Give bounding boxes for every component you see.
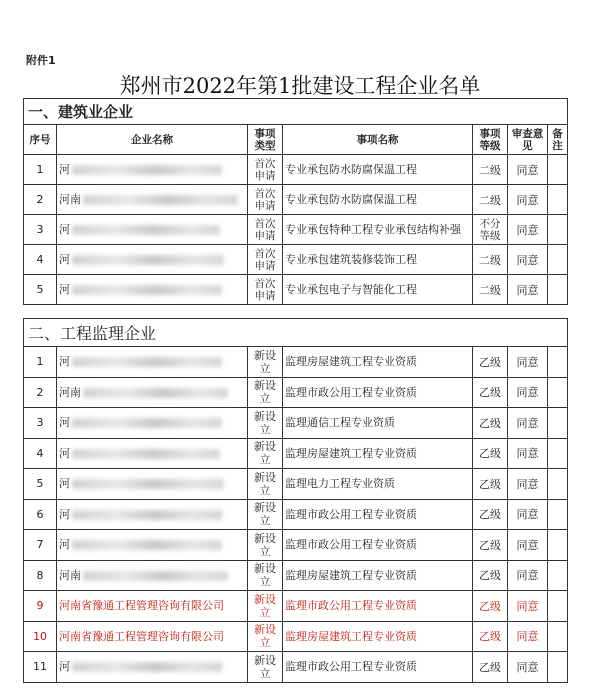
review-opinion: 同意 xyxy=(508,652,548,683)
table-row xyxy=(24,408,568,439)
table-row xyxy=(24,347,568,378)
supervision-enterprise-table xyxy=(23,318,568,683)
redacted-company-name xyxy=(72,225,220,235)
company-name-text: 河南 xyxy=(59,385,81,399)
item-level: 乙级 xyxy=(473,621,508,652)
remark xyxy=(548,530,568,561)
item-type: 新设立 xyxy=(248,469,283,500)
header-no: 序号 xyxy=(24,125,57,155)
company-name xyxy=(57,408,248,439)
remark xyxy=(548,499,568,530)
company-name-text: 河南 xyxy=(59,193,81,206)
remark xyxy=(548,377,568,408)
remark xyxy=(548,469,568,500)
row-number: 7 xyxy=(24,530,57,561)
item-level: 乙级 xyxy=(473,469,508,500)
table-row xyxy=(24,215,568,245)
table-row xyxy=(24,469,568,500)
row-number: 3 xyxy=(24,408,57,439)
remark xyxy=(548,347,568,378)
remark xyxy=(548,155,568,185)
item-level: 乙级 xyxy=(473,408,508,439)
item-type: 首次申请 xyxy=(248,155,283,185)
item-level: 乙级 xyxy=(473,347,508,378)
table-row xyxy=(24,377,568,408)
item-type: 新设立 xyxy=(248,438,283,469)
company-name-text: 河南省豫通工程管理咨询有限公司 xyxy=(59,599,224,613)
item-type: 新设立 xyxy=(248,652,283,683)
review-opinion: 同意 xyxy=(508,591,548,622)
row-number: 2 xyxy=(24,377,57,408)
redacted-company-name xyxy=(72,662,222,672)
remark xyxy=(548,408,568,439)
row-number: 5 xyxy=(24,275,57,305)
item-level: 乙级 xyxy=(473,377,508,408)
review-opinion: 同意 xyxy=(508,408,548,439)
item-level: 二级 xyxy=(473,155,508,185)
review-opinion: 同意 xyxy=(508,530,548,561)
review-opinion: 同意 xyxy=(508,215,548,245)
row-number: 8 xyxy=(24,560,57,591)
review-opinion: 同意 xyxy=(508,185,548,215)
company-name xyxy=(57,560,248,591)
item-level: 乙级 xyxy=(473,560,508,591)
item-name: 监理市政公用工程专业资质 xyxy=(283,530,473,561)
item-type: 首次申请 xyxy=(248,185,283,215)
item-type: 新设立 xyxy=(248,621,283,652)
company-name xyxy=(57,438,248,469)
company-name-text: 河 xyxy=(59,355,70,369)
item-name: 监理房屋建筑工程专业资质 xyxy=(283,560,473,591)
item-name: 监理通信工程专业资质 xyxy=(283,408,473,439)
remark xyxy=(548,245,568,275)
remark xyxy=(548,215,568,245)
company-name xyxy=(57,377,248,408)
item-level: 二级 xyxy=(473,275,508,305)
table-row xyxy=(24,438,568,469)
company-name xyxy=(57,215,248,245)
header-opinion: 审查意见 xyxy=(508,125,548,155)
company-name xyxy=(57,185,248,215)
item-type: 首次申请 xyxy=(248,215,283,245)
redacted-company-name xyxy=(72,255,224,265)
company-name xyxy=(57,652,248,683)
item-type: 首次申请 xyxy=(248,245,283,275)
row-number: 9 xyxy=(24,591,57,622)
company-name xyxy=(57,275,248,305)
construction-enterprise-table xyxy=(23,98,568,305)
company-name-text: 河 xyxy=(59,253,70,266)
company-name xyxy=(57,155,248,185)
company-name xyxy=(57,499,248,530)
row-number: 10 xyxy=(24,621,57,652)
item-name: 监理房屋建筑工程专业资质 xyxy=(283,438,473,469)
redacted-company-name xyxy=(83,195,238,205)
company-name-text: 河南 xyxy=(59,568,81,582)
item-name: 专业承包防水防腐保温工程 xyxy=(283,155,473,185)
table-row xyxy=(24,530,568,561)
review-opinion: 同意 xyxy=(508,155,548,185)
table-row xyxy=(24,155,568,185)
header-remark: 备注 xyxy=(548,125,568,155)
remark xyxy=(548,185,568,215)
table-row xyxy=(24,591,568,622)
table-row xyxy=(24,275,568,305)
redacted-company-name xyxy=(72,510,222,520)
item-level: 乙级 xyxy=(473,499,508,530)
review-opinion: 同意 xyxy=(508,275,548,305)
remark xyxy=(548,438,568,469)
company-name-text: 河 xyxy=(59,223,70,236)
item-name: 监理市政公用工程专业资质 xyxy=(283,499,473,530)
review-opinion: 同意 xyxy=(508,377,548,408)
table-row xyxy=(24,185,568,215)
item-name: 专业承包电子与智能化工程 xyxy=(283,275,473,305)
company-name-text: 河 xyxy=(59,416,70,430)
row-number: 6 xyxy=(24,499,57,530)
company-name xyxy=(57,347,248,378)
row-number: 3 xyxy=(24,215,57,245)
redacted-company-name xyxy=(83,388,228,398)
review-opinion: 同意 xyxy=(508,621,548,652)
company-name xyxy=(57,469,248,500)
item-type: 新设立 xyxy=(248,560,283,591)
item-type: 新设立 xyxy=(248,499,283,530)
header-company: 企业名称 xyxy=(57,125,248,155)
row-number: 1 xyxy=(24,347,57,378)
table-row xyxy=(24,560,568,591)
item-name: 监理市政公用工程专业资质 xyxy=(283,652,473,683)
review-opinion: 同意 xyxy=(508,438,548,469)
company-name xyxy=(57,245,248,275)
item-level: 不分等级 xyxy=(473,215,508,245)
item-level: 二级 xyxy=(473,185,508,215)
item-name: 专业承包建筑装修装饰工程 xyxy=(283,245,473,275)
review-opinion: 同意 xyxy=(508,469,548,500)
company-name-text: 河 xyxy=(59,507,70,521)
item-name: 监理电力工程专业资质 xyxy=(283,469,473,500)
item-name: 监理房屋建筑工程专业资质 xyxy=(283,347,473,378)
remark xyxy=(548,621,568,652)
item-name: 专业承包防水防腐保温工程 xyxy=(283,185,473,215)
header-type: 事项类型 xyxy=(248,125,283,155)
company-name-text: 河 xyxy=(59,538,70,552)
header-level: 事项等级 xyxy=(473,125,508,155)
section-heading: 二、工程监理企业 xyxy=(24,319,568,347)
document-title: 郑州市2022年第1批建设工程企业名单 xyxy=(119,74,481,98)
item-level: 乙级 xyxy=(473,438,508,469)
item-name: 监理市政公用工程专业资质 xyxy=(283,591,473,622)
company-name-text: 河 xyxy=(59,477,70,491)
remark xyxy=(548,275,568,305)
attachment-label: 附件1 xyxy=(26,54,56,67)
company-name-text: 河 xyxy=(59,446,70,460)
redacted-company-name xyxy=(72,357,222,367)
item-type: 新设立 xyxy=(248,377,283,408)
remark xyxy=(548,560,568,591)
review-opinion: 同意 xyxy=(508,347,548,378)
redacted-company-name xyxy=(72,479,224,489)
row-number: 4 xyxy=(24,438,57,469)
item-type: 首次申请 xyxy=(248,275,283,305)
item-level: 乙级 xyxy=(473,530,508,561)
item-level: 二级 xyxy=(473,245,508,275)
redacted-company-name xyxy=(72,449,220,459)
row-number: 4 xyxy=(24,245,57,275)
item-name: 监理市政公用工程专业资质 xyxy=(283,377,473,408)
remark xyxy=(548,591,568,622)
company-name-text: 河 xyxy=(59,660,70,674)
review-opinion: 同意 xyxy=(508,245,548,275)
item-type: 新设立 xyxy=(248,591,283,622)
company-name xyxy=(57,530,248,561)
company-name-text: 河 xyxy=(59,163,70,176)
company-name-text: 河 xyxy=(59,283,70,296)
row-number: 1 xyxy=(24,155,57,185)
item-level: 乙级 xyxy=(473,591,508,622)
header-item: 事项名称 xyxy=(283,125,473,155)
item-type: 新设立 xyxy=(248,408,283,439)
company-name xyxy=(57,591,248,622)
remark xyxy=(548,652,568,683)
review-opinion: 同意 xyxy=(508,560,548,591)
redacted-company-name xyxy=(83,571,228,581)
table-row xyxy=(24,621,568,652)
row-number: 2 xyxy=(24,185,57,215)
company-name xyxy=(57,621,248,652)
item-name: 监理房屋建筑工程专业资质 xyxy=(283,621,473,652)
item-level: 乙级 xyxy=(473,652,508,683)
company-name-text: 河南省豫通工程管理咨询有限公司 xyxy=(59,629,224,643)
review-opinion: 同意 xyxy=(508,499,548,530)
item-name: 专业承包特种工程专业承包结构补强 xyxy=(283,215,473,245)
row-number: 11 xyxy=(24,652,57,683)
redacted-company-name xyxy=(72,165,222,175)
redacted-company-name xyxy=(72,285,222,295)
section-heading: 一、建筑业企业 xyxy=(24,99,568,125)
item-type: 新设立 xyxy=(248,530,283,561)
redacted-company-name xyxy=(72,418,222,428)
redacted-company-name xyxy=(72,540,222,550)
row-number: 5 xyxy=(24,469,57,500)
table-row xyxy=(24,245,568,275)
table-row xyxy=(24,652,568,683)
item-type: 新设立 xyxy=(248,347,283,378)
table-row xyxy=(24,499,568,530)
table-header-row xyxy=(24,125,568,155)
